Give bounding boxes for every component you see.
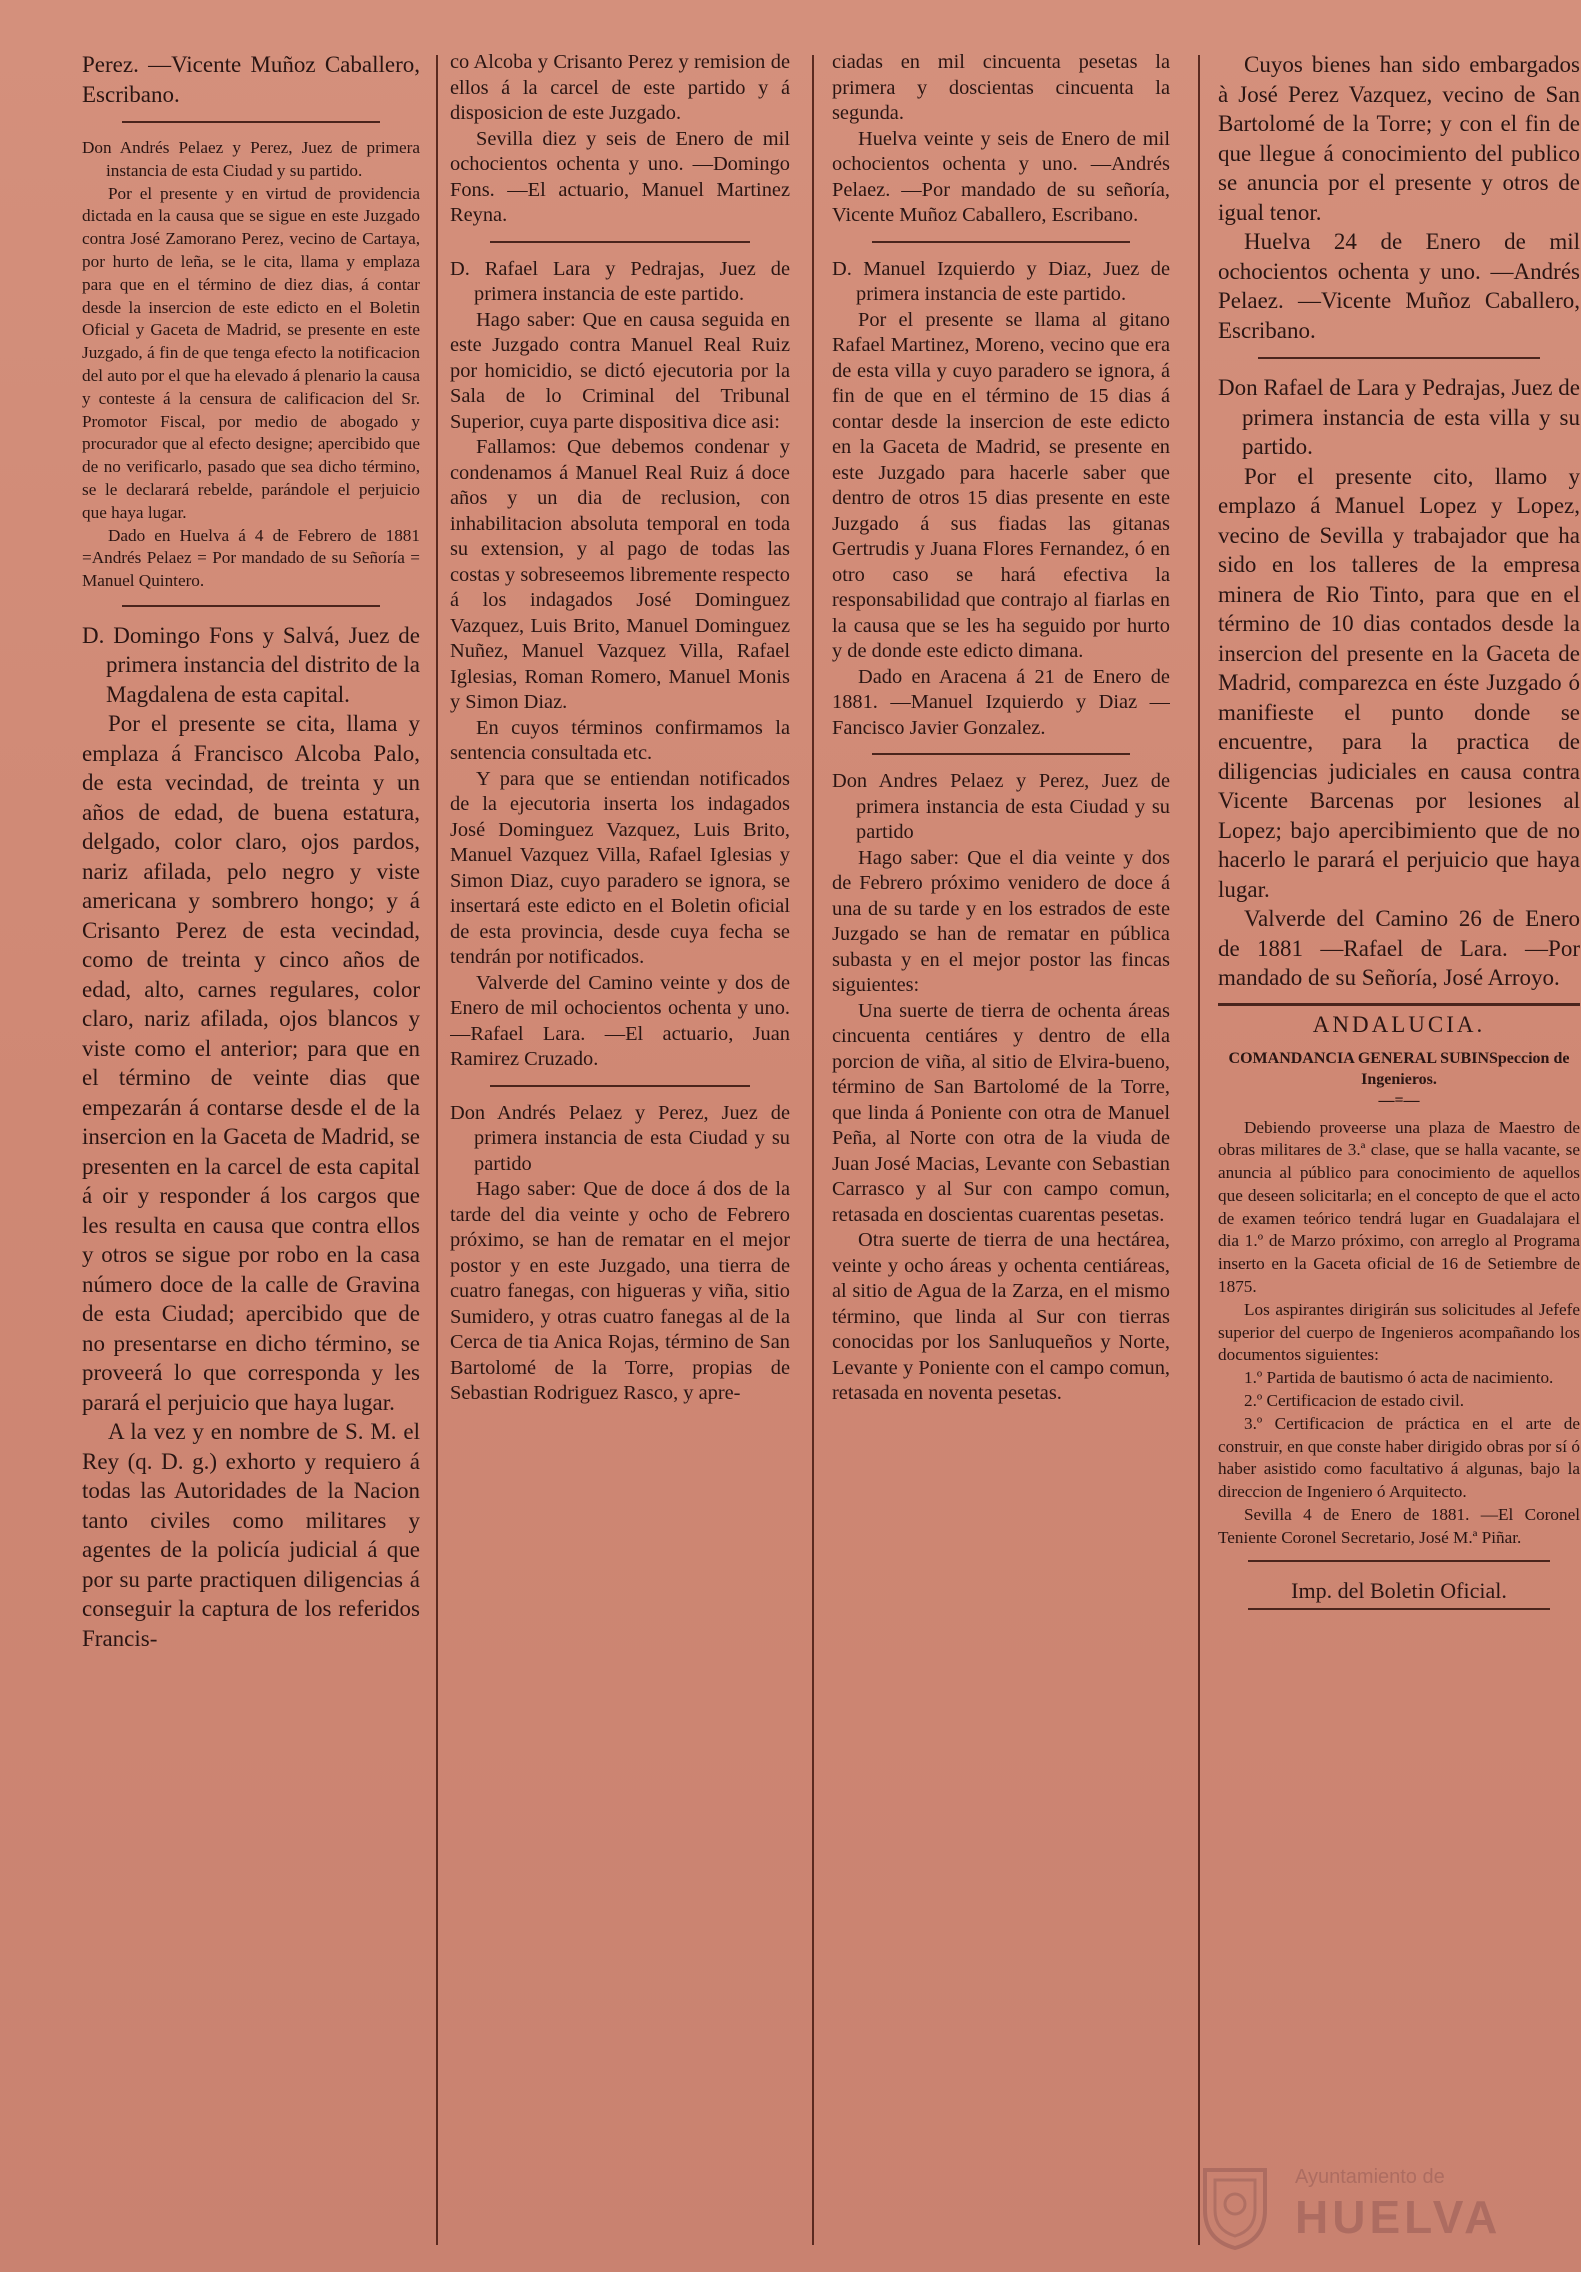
edict-body: En cuyos términos confirmamos la sentencia consultada etc. xyxy=(450,716,790,764)
watermark-line-1: Ayuntamiento de xyxy=(1295,2166,1445,2188)
separator xyxy=(1248,1608,1550,1610)
edict-body: Hago saber: Que de doce á dos de la tarde del dia veinte y ocho de Febrero próximo, se han de rematar en el mejor postor y en este Juzgado, una tierra de cuatro fanegas, con higueras y viña, sitio Sumidero, y otras cuatro fanegas al de la Cerca de tia Anica Rojas, término de San Bartolomé de la Torre, propias de Sebastian Rodriguez Rasco, y apre- xyxy=(450,1178,790,1404)
edict-signature: Sevilla diez y seis de Enero de mil ochocientos ochenta y uno. —Domingo Fons. —El actuario, Manuel Martinez Reyna. xyxy=(450,127,790,226)
edict-body: Hago saber: Que el dia veinte y dos de Febrero próximo venidero de doce á una de su tarde y en los estrados de este Juzgado se han de rematar en pública subasta y en el mejor postor las fincas siguientes: xyxy=(832,846,1170,996)
separator xyxy=(490,241,750,243)
notice-item: 2.º Certificacion de estado civil. xyxy=(1244,1391,1465,1411)
notice-item: 3.º Certificacion de práctica en el arte de construir, en que conste haber dirigido obras por sí ó haber asistido como facultativo á algunas, bajo la direccion de Ingeniero ó Arquitecto. xyxy=(1218,1413,1580,1502)
separator xyxy=(872,241,1130,243)
edict-heading: D. Manuel Izquierdo y Diaz, Juez de primera instancia de este partido. xyxy=(832,257,1170,305)
edict-body: Una suerte de tierra de ochenta áreas cincuenta centiáres y dentro de ella porcion de viña, al sitio de Elvira-bueno, término de San Bartolomé de la Torre, que linda á Poniente con otra de Manuel Peña, al Norte con otra de la viuda de Juan José Macias, Levante con Sebastian Carrasco y al Sur con campo comun, retasada en doscientas cuarentas pesetas. xyxy=(832,999,1170,1226)
separator xyxy=(122,605,380,607)
edict-heading: D. Rafael Lara y Pedrajas, Juez de primera instancia de este partido. xyxy=(450,257,790,305)
edict-tail: Cuyos bienes han sido embargados à José Perez Vazquez, vecino de San Bartolomé de la Torre; y con el fin de que llegue á conocimiento del publico se anuncia por el presente y otros de igual tenor. xyxy=(1218,52,1580,225)
edict-body: Por el presente se cita, llama y emplaza á Francisco Alcoba Palo, de esta vecindad, de treinta y un años de edad, de buena estatura, delgado, color claro, ojos pardos, nariz afilada, pelo negro y viste americana y sombrero hongo; y á Crisanto Perez de esta vecindad, como de treinta y cinco años de edad, alto, carnes regulares, color claro, nariz afilada, ojos blancos y viste como el anterior; para que en el término de veinte dias que empezarán á contarse desde el de la insercion en la Gaceta de Madrid, se presenten en la carcel de esta capital á oir y responder á los cargos que les resulta en causa que contra ellos y otros se sigue por robo en la casa número doce de la calle de Gravina de esta Ciudad; apercibido que de no presentarse en dicho término, se proveerá lo que corresponda y les parará el perjuicio que haya lugar. xyxy=(82,711,420,1415)
edict-signature: Dado en Huelva á 4 de Febrero de 1881 =Andrés Pelaez = Por mandado de su Señoría = Manuel Quintero. xyxy=(82,525,420,591)
edict-body: Por el presente cito, llamo y emplazo á Manuel Lopez y Lopez, vecino de Sevilla y trabajador que ha sido en los talleres de la empresa minera de Rio Tinto, para que en el término de 10 dias contados desde la insercion del presente en la Gaceta de Madrid, comparezca en éste Juzgado ó manifieste el punto donde se encuentre, para la practica de diligencias judiciales en causa contra Vicente Barcenas por lesiones al Lopez; bajo apercibimiento que de no hacerlo le parará el perjuicio que haya lugar. xyxy=(1218,463,1580,902)
edict-signature: Huelva veinte y seis de Enero de mil ochocientos ochenta y uno. —Andrés Pelaez. —Por mandado de su señoría, Vicente Muñoz Caballero, Escribano. xyxy=(832,127,1170,226)
separator xyxy=(1218,1003,1580,1006)
column-1 xyxy=(82,50,420,1653)
edict-heading: Don Andres Pelaez y Perez, Juez de primera instancia de esta Ciudad y su partido xyxy=(832,770,1170,843)
column-rule xyxy=(436,55,438,2245)
edict-body: Por el presente se llama al gitano Rafael Martinez, Moreno, vecino que era de esta villa y cuyo paradero se ignora, á fin de que en el término de 15 dias á contar desde la insercion de este edicto en la Gaceta de Madrid, se presente en este Juzgado para hacerle saber que dentro de otros 15 dias presente en este Juzgado á sus fiadas las gitanas Gertrudis y Juana Flores Fernandez, ó en otro caso se hará efectiva la responsabilidad que contrajo al fiarlas en la causa que se les ha seguido por hurto y de donde este edicto dimana. xyxy=(832,308,1170,662)
edict-signature: Valverde del Camino 26 de Enero de 1881 —Rafael de Lara. —Por mandado de su Señoría, José Arroyo. xyxy=(1218,906,1580,990)
watermark-stamp xyxy=(1195,2160,1575,2250)
section-heading: ANDALUCIA. xyxy=(1312,1011,1486,1037)
edict-body: Por el presente y en virtud de providencia dictada en la causa que se sigue en este Juzgado contra José Zamorano Perez, vecino de Cartaya, por hurto de leña, se le cita, llama y emplaza para que en el término de diez dias, á contar desde la insercion de este edicto en el Boletin Oficial y Gaceta de Madrid, se presente en este Juzgado, á fin de que tenga efecto la notificacion del auto por el que ha elevado á plenario la causa y conteste á la censura de calificacion del Sr. Promotor Fiscal, por medio de abogado y procurador que al efecto designe; apercibido que de no verificarlo, pasado que sea dicho término, se le declarará rebelde, parándole el perjuicio que haya lugar. xyxy=(82,183,420,522)
edict-body: A la vez y en nombre de S. M. el Rey (q. D. g.) exhorto y requiero á todas las Autoridades de la Nacion tanto civiles como militares y agentes de la policía judicial á que por su parte practiquen diligencias á conseguir la captura de los referidos Francis- xyxy=(82,1419,420,1651)
notice-body: Los aspirantes dirigirán sus solicitudes al Jefefe superior del cuerpo de Ingenieros acompañando los documentos siguientes: xyxy=(1218,1299,1580,1365)
watermark-line-2: HUELVA xyxy=(1295,2191,1502,2243)
edict-tail: Perez. —Vicente Muñoz Caballero, Escribano. xyxy=(82,52,420,107)
edict-heading: D. Domingo Fons y Salvá, Juez de primera instancia del distrito de la Magdalena de esta capital. xyxy=(82,622,420,707)
edict-tail: co Alcoba y Crisanto Perez y remision de ellos á la carcel de este partido y á disposicion de este Juzgado. xyxy=(450,51,790,124)
edict-signature: Valverde del Camino veinte y dos de Enero de mil ochocientos ochenta y uno. —Rafael Lara. —El actuario, Juan Ramirez Cruzado. xyxy=(450,971,790,1070)
subsection-heading: COMANDANCIA GENERAL SUBINSpeccion de Ingenieros. xyxy=(1228,1049,1570,1088)
separator xyxy=(122,121,380,123)
separator xyxy=(1248,1560,1550,1562)
separator xyxy=(1258,357,1540,359)
imprint: Imp. del Boletin Oficial. xyxy=(1291,1577,1507,1603)
edict-tail: ciadas en mil cincuenta pesetas la primera y doscientas cincuenta la segunda. xyxy=(832,51,1170,124)
notice-item: 1.º Partida de bautismo ó acta de nacimiento. xyxy=(1244,1368,1554,1388)
edict-body: Hago saber: Que en causa seguida en este Juzgado contra Manuel Real Ruiz por homicidio, se dictó ejecutoria por la Sala de lo Criminal del Tribunal Superior, cuya parte dispositiva dice asi: xyxy=(450,308,790,433)
separator xyxy=(872,753,1130,755)
column-rule xyxy=(812,55,814,2245)
edict-heading: Don Andrés Pelaez y Perez, Juez de primera instancia de esta Ciudad y su partido. xyxy=(82,138,420,180)
notice-signature: Sevilla 4 de Enero de 1881. —El Coronel Teniente Coronel Secretario, José M.ª Piñar. xyxy=(1218,1505,1580,1547)
subsection-mark: —=— xyxy=(1378,1091,1420,1109)
column-3 xyxy=(832,50,1170,1407)
separator xyxy=(490,1085,750,1087)
edict-body: Otra suerte de tierra de una hectárea, veinte y ocho áreas y ochenta centiáreas, al sitio de Agua de la Zarza, en el mismo término, que linda al Sur con tierras conocidas por los Sanluqueños y Norte, Levante y Poniente con el campo comun, retasada en noventa pesetas. xyxy=(832,1229,1170,1404)
edict-body: Y para que se entiendan notificados de la ejecutoria inserta los indagados José Dominguez Vazquez, Luis Brito, Manuel Vazquez Villa, Rafael Iglesias y Simon Diaz, cuyo paradero se ignora, se insertará este edicto en el Boletin oficial de esta provincia, desde cuya fecha se tendrán por notificados. xyxy=(450,767,790,968)
column-4 xyxy=(1218,50,1580,1610)
edict-body: Fallamos: Que debemos condenar y condenamos á Manuel Real Ruiz á doce años y un dia de reclusion, con inhabilitacion absoluta temporal en toda su extension, y al pago de todas las costas y sobreseemos libremente respecto á los indagados José Dominguez Vazquez, Luis Brito, Manuel Dominguez Nuñez, Manuel Vazquez Villa, Rafael Iglesias, Roman Romero, Manuel Monis y Simon Diaz. xyxy=(450,436,790,713)
edict-signature: Huelva 24 de Enero de mil ochocientos ochenta y uno. —Andrés Pelaez. —Vicente Muñoz Caballero, Escribano. xyxy=(1218,229,1580,343)
notice-body: Debiendo proveerse una plaza de Maestro de obras militares de 3.ª clase, que se halla vacante, se anuncia al público para conocimiento de aquellos que deseen solicitarla; en el concepto de que el acto de examen teórico tendrá lugar en Guadalajara el dia 1.º de Marzo próximo, con arreglo al Programa inserto en la Gaceta oficial de 16 de Setiembre de 1875. xyxy=(1218,1117,1580,1297)
column-2 xyxy=(450,50,790,1407)
column-rule xyxy=(1198,55,1200,2245)
edict-heading: Don Andrés Pelaez y Perez, Juez de primera instancia de esta Ciudad y su partido xyxy=(450,1101,790,1175)
edict-signature: Dado en Aracena á 21 de Enero de 1881. —Manuel Izquierdo y Diaz —Fancisco Javier Gonzalez. xyxy=(832,665,1170,739)
coat-of-arms-icon xyxy=(1195,2160,1275,2250)
edict-heading: Don Rafael de Lara y Pedrajas, Juez de primera instancia de esta villa y su partido. xyxy=(1218,375,1580,459)
